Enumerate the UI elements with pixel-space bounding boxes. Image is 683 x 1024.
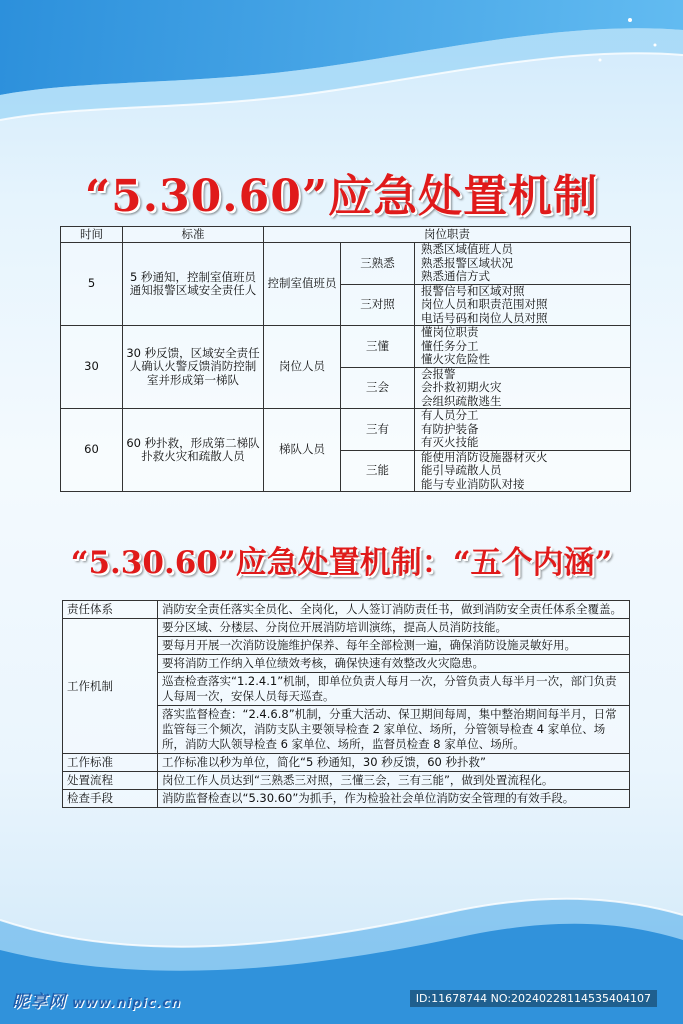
table-row bbox=[63, 601, 630, 619]
duty-label: 三对照 bbox=[341, 284, 415, 326]
table-row bbox=[63, 754, 630, 772]
table-row bbox=[61, 409, 631, 451]
duty-label: 三熟悉 bbox=[341, 243, 415, 285]
time-cell: 5 bbox=[61, 243, 123, 326]
watermark-brand bbox=[12, 987, 181, 1012]
duty-item: 懂火灾危险性 bbox=[421, 352, 490, 366]
response-table bbox=[60, 226, 631, 492]
duty-item: 能引导疏散人员 bbox=[421, 463, 502, 477]
duty-label: 三能 bbox=[341, 450, 415, 492]
duty-items bbox=[415, 326, 631, 368]
duty-items bbox=[415, 409, 631, 451]
header-standard: 标准 bbox=[123, 227, 264, 243]
content-cell: 巡查检查落实“1.2.4.1”机制，即单位负责人每月一次，分管负责人每半月一次，部门负责人每周一次，安保人员每天巡查。 bbox=[158, 673, 630, 706]
duty-item: 懂任务分工 bbox=[421, 338, 479, 353]
content-cell: 工作标准以秒为单位，简化“5 秒通知，30 秒反馈，60 秒扑救” bbox=[158, 754, 630, 772]
duty-item: 熟悉区域值班人员 bbox=[421, 242, 513, 256]
image-id-label: ID:11678744 NO:20240228114535404107 bbox=[410, 990, 657, 1007]
brand-text: 昵享网 bbox=[12, 992, 66, 1012]
category-cell: 工作标准 bbox=[63, 754, 158, 772]
time-cell: 30 bbox=[61, 326, 123, 409]
duty-label: 三会 bbox=[341, 367, 415, 409]
duty-item: 熟悉通信方式 bbox=[421, 269, 490, 283]
duty-item: 会扑救初期火灾 bbox=[421, 380, 502, 394]
content-cell: 落实监督检查：“2.4.6.8”机制，分重大活动、保卫期间每周，集中整治期间每半月，日常监管每三个频次，消防支队主要领导检查 2 家单位、场所，分管领导检查 4 家单位、场所，消防大队领导检查 6 家单位、场所，监督员检查 8 家单位、场所。 bbox=[158, 706, 630, 754]
content-cell: 要分区域、分楼层、分岗位开展消防培训演练，提高人员消防技能。 bbox=[158, 619, 630, 637]
table-row bbox=[63, 790, 630, 808]
duty-item: 熟悉报警区域状况 bbox=[421, 255, 513, 270]
standard-cell: 30 秒反馈，区域安全责任人确认火警反馈消防控制室并形成第一梯队 bbox=[123, 326, 264, 409]
header-duty: 岗位职责 bbox=[264, 227, 631, 243]
content-cell: 岗位工作人员达到“三熟悉三对照，三懂三会，三有三能”，做到处置流程化。 bbox=[158, 772, 630, 790]
duty-items bbox=[415, 450, 631, 492]
table-row bbox=[61, 243, 631, 285]
duty-items bbox=[415, 243, 631, 285]
content-cell: 消防监督检查以“5.30.60”为抓手，作为检验社会单位消防安全管理的有效手段。 bbox=[158, 790, 630, 808]
table-row bbox=[63, 619, 630, 637]
duty-item: 电话号码和岗位人员对照 bbox=[421, 310, 548, 325]
top-wave-decoration bbox=[0, 0, 683, 150]
category-cell: 检查手段 bbox=[63, 790, 158, 808]
section-title: “5.30.60”应急处置机制：“五个内涵” bbox=[70, 545, 613, 581]
time-cell: 60 bbox=[61, 409, 123, 492]
duty-item: 有灭火技能 bbox=[421, 435, 479, 449]
duty-item: 懂岗位职责 bbox=[421, 325, 479, 339]
table-row bbox=[61, 326, 631, 368]
duty-item: 会报警 bbox=[421, 366, 456, 381]
duty-item: 报警信号和区域对照 bbox=[421, 283, 525, 298]
role-cell: 岗位人员 bbox=[264, 326, 341, 409]
standard-cell: 60 秒扑救，形成第二梯队扑救火灾和疏散人员 bbox=[123, 409, 264, 492]
content-cell: 要将消防工作纳入单位绩效考核，确保快速有效整改火灾隐患。 bbox=[158, 655, 630, 673]
header-time: 时间 bbox=[61, 227, 123, 243]
duty-item: 有人员分工 bbox=[421, 408, 479, 422]
duty-item: 有防护装备 bbox=[421, 421, 479, 436]
role-cell: 控制室值班员 bbox=[264, 243, 341, 326]
standard-cell: 5 秒通知，控制室值班员通知报警区域安全责任人 bbox=[123, 243, 264, 326]
duty-item: 能与专业消防队对接 bbox=[421, 476, 525, 491]
table-row bbox=[63, 772, 630, 790]
duty-item: 能使用消防设施器材灭火 bbox=[421, 449, 548, 464]
duty-item: 岗位人员和职责范围对照 bbox=[421, 297, 548, 311]
main-title: “5.30.60”应急处置机制 bbox=[84, 171, 599, 222]
duty-label: 三懂 bbox=[341, 326, 415, 368]
category-cell: 处置流程 bbox=[63, 772, 158, 790]
five-connotations-table bbox=[62, 600, 630, 808]
category-cell: 责任体系 bbox=[63, 601, 158, 619]
duty-items bbox=[415, 367, 631, 409]
duty-items bbox=[415, 284, 631, 326]
category-cell: 工作机制 bbox=[63, 619, 158, 754]
table-header-row bbox=[61, 227, 631, 243]
duty-label: 三有 bbox=[341, 409, 415, 451]
site-text: www.nipic.cn bbox=[72, 996, 182, 1011]
content-cell: 消防安全责任落实全员化、全岗化，人人签订消防责任书，做到消防安全责任体系全覆盖。 bbox=[158, 601, 630, 619]
duty-item: 会组织疏散逃生 bbox=[421, 393, 502, 408]
role-cell: 梯队人员 bbox=[264, 409, 341, 492]
content-cell: 要每月开展一次消防设施维护保养、每年全部检测一遍，确保消防设施灵敏好用。 bbox=[158, 637, 630, 655]
